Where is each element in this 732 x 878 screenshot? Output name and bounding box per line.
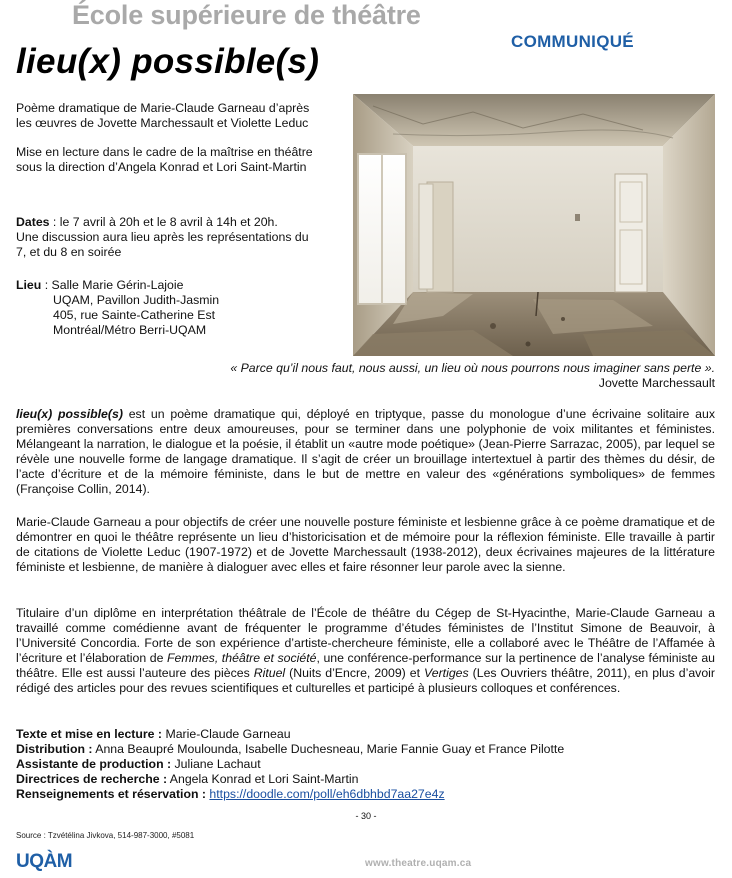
- credit-line: [16, 742, 564, 757]
- lieu-label: Lieu: [16, 278, 42, 292]
- uqam-logo: UQÀM: [16, 851, 73, 872]
- intro-line: Mise en lecture dans le cadre de la maîtrise en théâtre: [16, 145, 313, 159]
- abandoned-room-photo: [353, 94, 715, 356]
- credit-label: Assistante de production :: [16, 757, 172, 771]
- intro-line: Poème dramatique de Marie-Claude Garneau d’après: [16, 101, 310, 115]
- paragraph-text: est un poème dramatique qui, déployé en triptyque, passe du monologue d’une écrivaine solitaire aux premières conversations entre deux amoureuses, pour se terminer dans une polyphonie de voix militantes et féministes. Mélangeant la narration, le dialogue et la poésie, il établit un «autre mode poétique» (Jean-Pierre Sarrazac, 2005), par lequel se révèle une nouvelle forme de langage dramatique. Il s’agit de créer un brouillage intertextuel à partir des thèmes du désir, de l’acte d’écriture et de la mémoire féministe, dans le but de mettre en valeur des «générations symboliques» de femmes (Françoise Collin, 2014).: [16, 407, 715, 496]
- source-contact: Source : Tzvétélina Jivkova, 514-987-3000, #5081: [16, 831, 195, 840]
- credit-value: Anna Beaupré Moulounda, Isabelle Duchesneau, Marie Fannie Guay et France Pilotte: [92, 742, 565, 756]
- page-title: lieu(x) possible(s): [16, 42, 320, 81]
- dates-text: : le 7 avril à 20h et le 8 avril à 14h et 20h.: [49, 215, 278, 229]
- credit-line: [16, 727, 564, 742]
- quote-block: [195, 361, 715, 391]
- lieu-text: Montréal/Métro Berri-UQAM: [53, 323, 207, 337]
- credit-label: Texte et mise en lecture :: [16, 727, 163, 741]
- dates-text: 7, et du 8 en soirée: [16, 245, 122, 259]
- intro-line: sous la direction d’Angela Konrad et Lori Saint-Martin: [16, 160, 307, 174]
- work-title: Femmes, théâtre et société: [167, 651, 317, 665]
- paragraph-text: Titulaire d’un diplôme en interprétation théâtrale de l’École de théâtre du Cégep de St-Hyacinthe, Marie-Claude Garneau a travaillé comme comédienne avant de fréquenter le programme d’études féministes de l’Institut Simone de Beauvoir, à l’Université Concordia. Forte de son expérience d’artiste-chercheure féministe, elle a collaboré avec le Théâtre de l’Affamée à l’écriture et l’élaboration de: [16, 606, 715, 665]
- work-title: lieu(x) possible(s): [16, 407, 123, 421]
- lieu-text: : Salle Marie Gérin-Lajoie: [41, 278, 184, 292]
- website-url[interactable]: www.theatre.uqam.ca: [365, 858, 472, 869]
- reservation-link[interactable]: https://doodle.com/poll/eh6dbhbd7aa27e4z: [209, 787, 445, 801]
- page-number: - 30 -: [355, 811, 377, 821]
- paragraph-text: , une conférence-performance sur la pertinence de l’analyse féministe au théâtre. Elle est aussi l’auteure des pièces: [16, 651, 715, 680]
- dates-block: [16, 215, 351, 260]
- quote-author: Jovette Marchessault: [598, 376, 715, 390]
- dates-text: Une discussion aura lieu après les représentations du: [16, 230, 309, 244]
- lieu-block: [16, 278, 351, 338]
- school-name: École supérieure de théâtre: [72, 0, 421, 30]
- body-paragraph-3: [16, 606, 715, 696]
- work-title: Vertiges: [424, 666, 469, 680]
- credit-label: Distribution :: [16, 742, 93, 756]
- paragraph-text: (Les Ouvriers théâtre, 2011), en plus d’avoir rédigé des articles pour des revues scientifiques et culturelles et participé à plusieurs colloques et conférences.: [16, 666, 716, 695]
- intro-line: les œuvres de Jovette Marchessault et Violette Leduc: [16, 116, 309, 130]
- credit-value: Marie-Claude Garneau: [162, 727, 291, 741]
- lieu-text: UQAM, Pavillon Judith-Jasmin: [53, 293, 220, 307]
- credits-block: [16, 727, 564, 802]
- body-paragraph-1: [16, 407, 715, 497]
- lieu-text: 405, rue Sainte-Catherine Est: [53, 308, 216, 322]
- credit-line: [16, 787, 564, 802]
- credit-label: Renseignements et réservation :: [16, 787, 206, 801]
- credit-value: Angela Konrad et Lori Saint-Martin: [167, 772, 359, 786]
- work-title: Rituel: [253, 666, 286, 680]
- paragraph-text: (Nuits d’Encre, 2009) et: [285, 666, 424, 680]
- body-paragraph-2: Marie-Claude Garneau a pour objectifs de créer une nouvelle posture féministe et lesbienne grâce à ce poème dramatique et de démontrer en quoi le théâtre représente un lieu d’historicisation et de mémoire pour la réflexion féministe. Elle travaille à partir de citations de Violette Leduc (1907-1972) et de Jovette Marchessault (1938-2012), deux écrivaines majeures de la littérature féministe et lesbienne, de manière à dialoguer avec elles et faire résonner leur parole avec la sienne.: [16, 515, 715, 574]
- credit-value: Juliane Lachaut: [171, 757, 261, 771]
- communique-label: COMMUNIQUÉ: [511, 32, 634, 51]
- credit-label: Directrices de recherche :: [16, 772, 168, 786]
- quote-text: « Parce qu’il nous faut, nous aussi, un lieu où nous pourrons nous imaginer sans perte ».: [230, 361, 715, 375]
- credit-line: [16, 757, 564, 772]
- intro-block: [16, 101, 351, 175]
- credit-line: [16, 772, 564, 787]
- dates-label: Dates: [16, 215, 50, 229]
